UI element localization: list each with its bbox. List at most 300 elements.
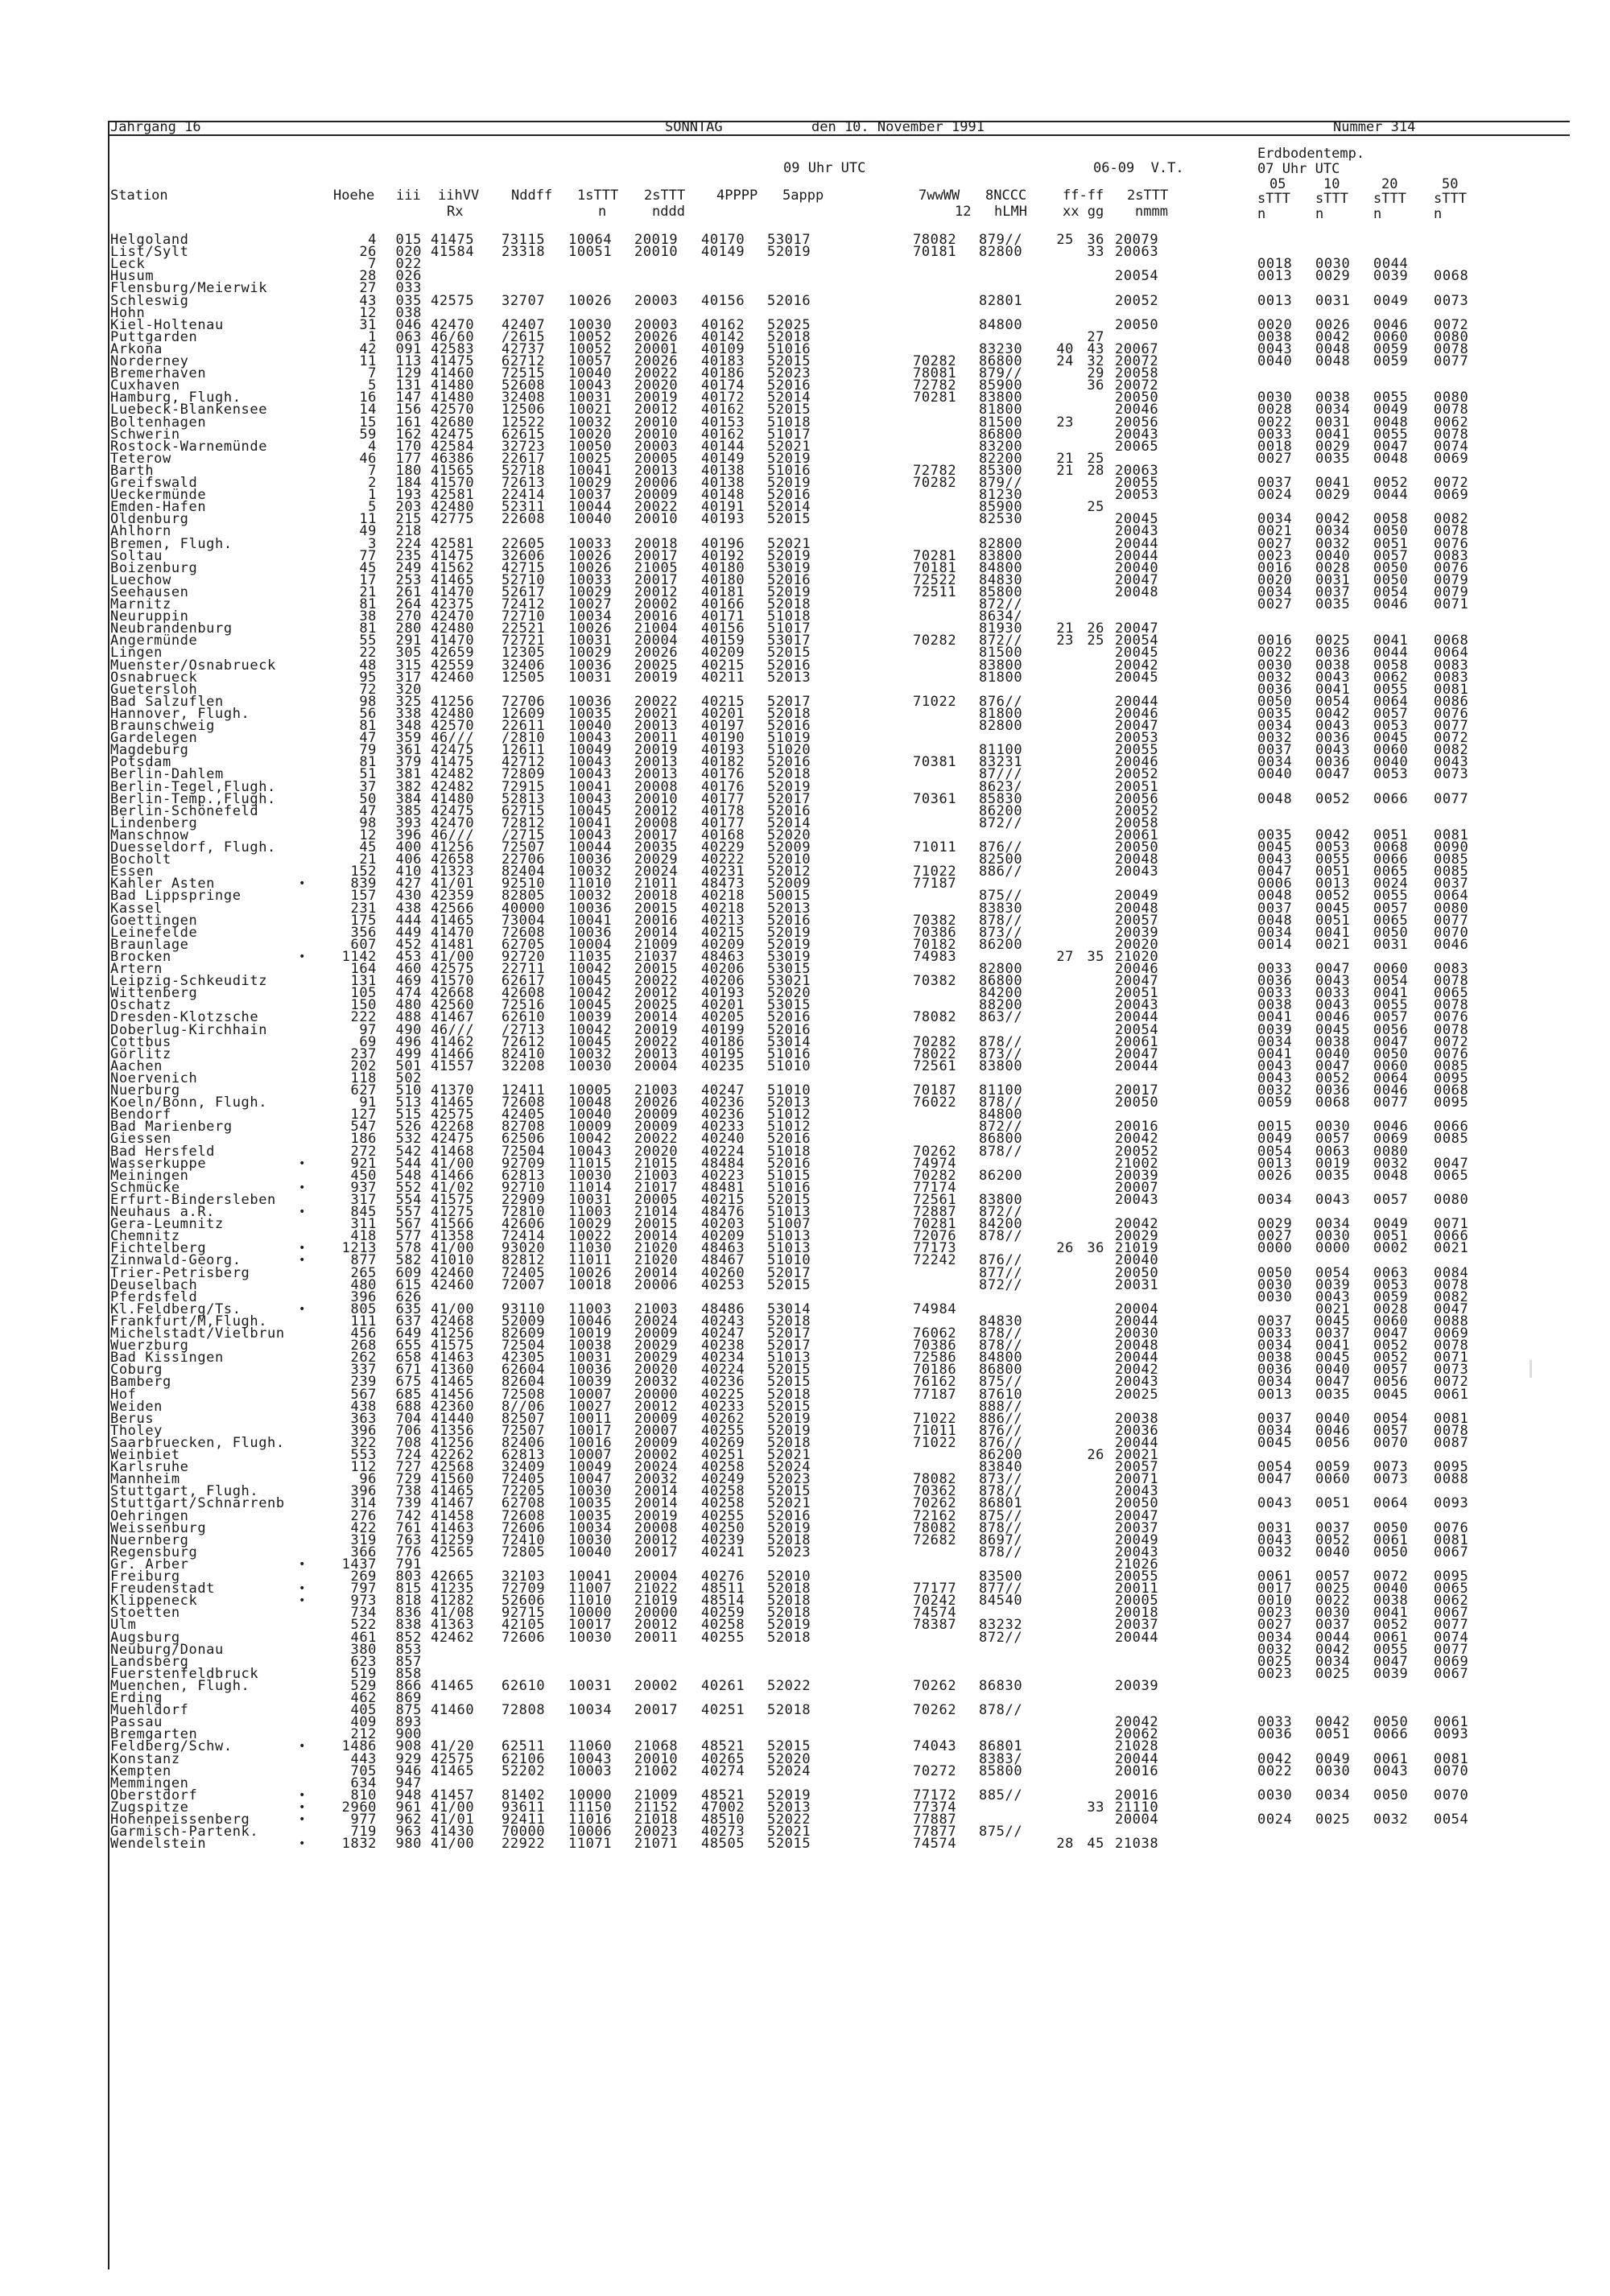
cell-soil-10: 0030 bbox=[1315, 256, 1351, 273]
cell-station-name: Konstanz bbox=[110, 1750, 180, 1767]
cell-station-name: Magdeburg bbox=[110, 742, 189, 759]
cell-2sttt: 20009 bbox=[634, 1107, 679, 1123]
cell-1sttt: 10036 bbox=[568, 657, 613, 674]
cell-iii: 946 bbox=[395, 1762, 422, 1779]
cell-1sttt: 10029 bbox=[568, 475, 613, 491]
cell-station-name: Aachen bbox=[110, 1057, 163, 1074]
cell-5appp: 52016 bbox=[767, 657, 811, 674]
cell-2sttt: 20008 bbox=[634, 778, 679, 795]
cell-5appp: 52019 bbox=[767, 583, 811, 600]
cell-8nccc: 83800 bbox=[979, 390, 1023, 406]
cell-iihvv: 41575 bbox=[431, 1338, 475, 1354]
cell-4pppp: 40180 bbox=[701, 559, 745, 576]
cell-vt-2sttt: 20043 bbox=[1115, 1191, 1159, 1208]
cell-5appp: 52020 bbox=[767, 826, 811, 843]
cell-vt-2sttt: 20065 bbox=[1115, 438, 1159, 455]
cell-soil-05: 0045 bbox=[1257, 1434, 1293, 1451]
cell-station-name: Norderney bbox=[110, 353, 189, 369]
cell-8nccc: 83800 bbox=[979, 1057, 1023, 1074]
cell-7wwww: 70362 bbox=[913, 1483, 957, 1500]
cell-2sttt: 20004 bbox=[634, 633, 679, 649]
cell-iii: 348 bbox=[395, 718, 422, 734]
cell-2sttt: 20026 bbox=[634, 1094, 679, 1111]
cell-station-name: Trier-Petrisberg bbox=[110, 1264, 250, 1281]
cell-2sttt: 20012 bbox=[634, 583, 679, 600]
cell-nddff: 23318 bbox=[502, 244, 546, 261]
cell-5appp: 52019 bbox=[767, 1410, 811, 1427]
cell-hoehe: 231 bbox=[350, 900, 377, 917]
cell-4pppp: 48481 bbox=[701, 1179, 745, 1196]
cell-hoehe: 396 bbox=[350, 1288, 377, 1305]
cell-ff-xx: 28 bbox=[1056, 1836, 1074, 1853]
cell-soil-20: 0055 bbox=[1373, 390, 1409, 406]
cell-iii: 567 bbox=[395, 1216, 422, 1233]
cell-nddff: 62705 bbox=[502, 936, 546, 953]
cell-5appp: 52018 bbox=[767, 1386, 811, 1403]
cell-station-name: Kl.Feldberg/Ts. bbox=[110, 1301, 242, 1317]
cell-iihvv: 41356 bbox=[431, 1422, 475, 1439]
cell-2sttt: 20032 bbox=[634, 1374, 679, 1391]
cell-7wwww: 72586 bbox=[913, 1350, 957, 1366]
cell-soil-50: 0082 bbox=[1434, 1288, 1469, 1305]
cell-hoehe: 97 bbox=[359, 1021, 377, 1038]
cell-nddff: 62511 bbox=[502, 1738, 546, 1755]
cell-1sttt: 11150 bbox=[568, 1799, 613, 1816]
cell-hoehe: 2960 bbox=[341, 1799, 377, 1816]
col-vt-2sttt: 2sTTT bbox=[1127, 188, 1169, 204]
cell-station-name: Boltenhagen bbox=[110, 414, 207, 431]
cell-soil-10: 0036 bbox=[1315, 1082, 1351, 1099]
cell-4pppp: 40224 bbox=[701, 1362, 745, 1379]
cell-soil-10: 0035 bbox=[1315, 1386, 1351, 1403]
cell-8nccc: 83840 bbox=[979, 1459, 1023, 1476]
cell-2sttt: 21005 bbox=[634, 559, 679, 576]
cell-nddff: 92715 bbox=[502, 1605, 546, 1622]
cell-hoehe: 105 bbox=[350, 985, 377, 1002]
cell-soil-50: 0071 bbox=[1434, 1216, 1469, 1233]
cell-soil-50: 0085 bbox=[1434, 864, 1469, 880]
cell-nddff: 72205 bbox=[502, 1483, 546, 1500]
cell-station-name: Hohenpeissenberg bbox=[110, 1812, 250, 1828]
cell-station-name: Görlitz bbox=[110, 1045, 171, 1062]
cell-7wwww: 70281 bbox=[913, 547, 957, 564]
cell-2sttt: 20012 bbox=[634, 1398, 679, 1415]
cell-ff-gg: 25 bbox=[1087, 450, 1104, 467]
soil-depth-20: 20 bbox=[1381, 176, 1398, 192]
cell-nddff: 92720 bbox=[502, 948, 546, 965]
cell-soil-05: 0033 bbox=[1257, 961, 1293, 977]
cell-7wwww: 70281 bbox=[913, 390, 957, 406]
cell-4pppp: 40209 bbox=[701, 1228, 745, 1245]
cell-nddff: 82410 bbox=[502, 1045, 546, 1062]
cell-soil-20: 0051 bbox=[1373, 535, 1409, 552]
cell-station-name: Kempten bbox=[110, 1762, 171, 1779]
cell-5appp: 52015 bbox=[767, 402, 811, 418]
cell-4pppp: 40253 bbox=[701, 1276, 745, 1293]
cell-nddff: 52311 bbox=[502, 499, 546, 516]
cell-soil-05: 0043 bbox=[1257, 1495, 1293, 1512]
cell-2sttt: 21019 bbox=[634, 1593, 679, 1610]
cell-2sttt: 21022 bbox=[634, 1581, 679, 1597]
cell-soil-10: 0051 bbox=[1315, 912, 1351, 929]
cell-soil-05: 0043 bbox=[1257, 1070, 1293, 1086]
cell-iihvv: 41466 bbox=[431, 1167, 475, 1184]
cell-iii: 270 bbox=[395, 608, 422, 625]
cell-2sttt: 20013 bbox=[634, 462, 679, 479]
cell-nddff: 82404 bbox=[502, 864, 546, 880]
cell-soil-20: 0065 bbox=[1373, 912, 1409, 929]
cell-station-name: Arkona bbox=[110, 340, 163, 357]
cell-8nccc: 81500 bbox=[979, 645, 1023, 662]
col-5appp: 5appp bbox=[782, 188, 824, 204]
cell-vt-2sttt: 20043 bbox=[1115, 997, 1159, 1014]
cell-5appp: 51016 bbox=[767, 462, 811, 479]
cell-soil-10: 0036 bbox=[1315, 730, 1351, 747]
cell-soil-20: 0032 bbox=[1373, 1155, 1409, 1172]
cell-4pppp: 40153 bbox=[701, 414, 745, 431]
cell-hoehe: 11 bbox=[359, 511, 377, 528]
cell-7wwww: 71022 bbox=[913, 864, 957, 880]
cell-8nccc: 84540 bbox=[979, 1593, 1023, 1610]
cell-soil-05: 0041 bbox=[1257, 1045, 1293, 1062]
cell-soil-05: 0013 bbox=[1257, 1155, 1293, 1172]
cell-2sttt: 20005 bbox=[634, 450, 679, 467]
cell-soil-05: 0024 bbox=[1257, 487, 1293, 504]
cell-hoehe: 337 bbox=[350, 1362, 377, 1379]
cell-station-name: Landsberg bbox=[110, 1653, 189, 1670]
cell-iihvv: 42375 bbox=[431, 596, 475, 612]
cell-1sttt: 10035 bbox=[568, 1495, 613, 1512]
cell-hoehe: 21 bbox=[359, 583, 377, 600]
cell-iihvv: 41/00 bbox=[431, 948, 475, 965]
cell-hoehe: 322 bbox=[350, 1434, 377, 1451]
cell-soil-10: 0035 bbox=[1315, 1167, 1351, 1184]
cell-nddff: 72606 bbox=[502, 1519, 546, 1536]
cell-soil-05: 0027 bbox=[1257, 535, 1293, 552]
cell-2sttt: 20012 bbox=[634, 402, 679, 418]
cell-2sttt: 21009 bbox=[634, 1787, 679, 1803]
cell-4pppp: 48486 bbox=[701, 1301, 745, 1317]
cell-iihvv: 41565 bbox=[431, 462, 475, 479]
cell-soil-05: 0030 bbox=[1257, 390, 1293, 406]
cell-soil-50: 0069 bbox=[1434, 1325, 1469, 1342]
cell-8nccc: 86801 bbox=[979, 1738, 1023, 1755]
cell-5appp: 52025 bbox=[767, 316, 811, 333]
cell-soil-20: 0048 bbox=[1373, 1167, 1409, 1184]
period-06-09: 06-09 V.T. bbox=[1093, 160, 1184, 176]
cell-5appp: 52024 bbox=[767, 1459, 811, 1476]
cell-nddff: 72608 bbox=[502, 1094, 546, 1111]
cell-1sttt: 10032 bbox=[568, 1045, 613, 1062]
cell-hoehe: 186 bbox=[350, 1131, 377, 1148]
cell-nddff: 22521 bbox=[502, 620, 546, 637]
cell-soil-10: 0042 bbox=[1315, 511, 1351, 528]
cell-soil-05: 0023 bbox=[1257, 547, 1293, 564]
cell-8nccc: 87/// bbox=[979, 766, 1023, 783]
cell-8nccc: 82800 bbox=[979, 961, 1023, 977]
cell-4pppp: 40109 bbox=[701, 340, 745, 357]
cell-soil-10: 0041 bbox=[1315, 475, 1351, 491]
cell-hoehe: 1213 bbox=[341, 1240, 377, 1257]
cell-nddff: 72007 bbox=[502, 1276, 546, 1293]
cell-station-name: Teterow bbox=[110, 450, 171, 467]
cell-2sttt: 20020 bbox=[634, 1362, 679, 1379]
cell-1sttt: 10044 bbox=[568, 499, 613, 516]
cell-soil-05: 0037 bbox=[1257, 1410, 1293, 1427]
cell-iihvv: 42482 bbox=[431, 766, 475, 783]
cell-iii: 161 bbox=[395, 414, 422, 431]
cell-iii: 776 bbox=[395, 1544, 422, 1560]
cell-iihvv: 41460 bbox=[431, 365, 475, 382]
cell-iii: 704 bbox=[395, 1410, 422, 1427]
cell-1sttt: 10064 bbox=[568, 232, 613, 248]
cell-soil-50: 0076 bbox=[1434, 1009, 1469, 1026]
cell-soil-50: 0066 bbox=[1434, 1228, 1469, 1245]
cell-hoehe: 937 bbox=[350, 1179, 377, 1196]
cell-soil-10: 0042 bbox=[1315, 826, 1351, 843]
cell-4pppp: 40176 bbox=[701, 766, 745, 783]
cell-8nccc: 86800 bbox=[979, 973, 1023, 990]
cell-2sttt: 20014 bbox=[634, 1495, 679, 1512]
cell-iihvv: 42262 bbox=[431, 1447, 475, 1463]
cell-soil-10: 0038 bbox=[1315, 390, 1351, 406]
cell-1sttt: 10019 bbox=[568, 1325, 613, 1342]
cell-soil-20: 0050 bbox=[1373, 523, 1409, 540]
cell-station-name: Neubrandenburg bbox=[110, 620, 233, 637]
cell-soil-05: 0034 bbox=[1257, 754, 1293, 771]
cell-4pppp: 40240 bbox=[701, 1131, 745, 1148]
cell-soil-50: 0072 bbox=[1434, 475, 1469, 491]
cell-ff-gg: 36 bbox=[1087, 1240, 1104, 1257]
cell-hoehe: 7 bbox=[368, 256, 377, 273]
cell-iihvv: 42470 bbox=[431, 608, 475, 625]
cell-ff-xx: 25 bbox=[1056, 232, 1074, 248]
cell-soil-20: 0056 bbox=[1373, 1021, 1409, 1038]
cell-hoehe: 26 bbox=[359, 244, 377, 261]
cell-soil-20: 0054 bbox=[1373, 583, 1409, 600]
cell-soil-50: 0078 bbox=[1434, 426, 1469, 443]
cell-station-name: Gr. Arber bbox=[110, 1556, 189, 1573]
cell-soil-50: 0078 bbox=[1434, 523, 1469, 540]
cell-soil-10: 0040 bbox=[1315, 1362, 1351, 1379]
cell-iii: 724 bbox=[395, 1447, 422, 1463]
cell-2sttt: 20025 bbox=[634, 657, 679, 674]
cell-soil-10: 0041 bbox=[1315, 426, 1351, 443]
cell-iihvv: 41370 bbox=[431, 1082, 475, 1099]
day-label: SONNTAG bbox=[665, 119, 723, 135]
cell-hoehe: 150 bbox=[350, 997, 377, 1014]
cell-station-name: Coburg bbox=[110, 1362, 163, 1379]
cell-soil-10: 0052 bbox=[1315, 1070, 1351, 1086]
cell-iihvv: 42559 bbox=[431, 657, 475, 674]
cell-station-name: Meiningen bbox=[110, 1167, 189, 1184]
table-row bbox=[0, 1629, 1610, 1646]
cell-soil-20: 0061 bbox=[1373, 1629, 1409, 1646]
cell-station-name: Muenchen, Flugh. bbox=[110, 1677, 250, 1694]
cell-nddff: 93110 bbox=[502, 1301, 546, 1317]
cell-iihvv: 41/20 bbox=[431, 1738, 475, 1755]
cell-soil-50: 0067 bbox=[1434, 1605, 1469, 1622]
cell-8nccc: 878// bbox=[979, 1544, 1023, 1560]
cell-hoehe: 973 bbox=[350, 1593, 377, 1610]
cell-station-name: Tholey bbox=[110, 1422, 163, 1439]
cell-5appp: 52014 bbox=[767, 499, 811, 516]
cell-station-name: Bendorf bbox=[110, 1107, 171, 1123]
cell-hoehe: 38 bbox=[359, 608, 377, 625]
cell-7wwww: 71022 bbox=[913, 693, 957, 710]
cell-iihvv: 41256 bbox=[431, 839, 475, 855]
cell-8nccc: 872// bbox=[979, 1119, 1023, 1136]
cell-station-name: Leipzig-Schkeuditz bbox=[110, 973, 268, 990]
cell-8nccc: 872// bbox=[979, 814, 1023, 831]
cell-hoehe: 239 bbox=[350, 1374, 377, 1391]
cell-mountain-mark: • bbox=[299, 1594, 306, 1608]
cell-ff-gg: 25 bbox=[1087, 499, 1104, 516]
cell-5appp: 52016 bbox=[767, 1021, 811, 1038]
table-row bbox=[0, 1641, 1610, 1658]
cell-7wwww: 70282 bbox=[913, 1033, 957, 1050]
cell-soil-10: 0022 bbox=[1315, 1593, 1351, 1610]
cell-station-name: Braunschweig bbox=[110, 718, 216, 734]
cell-5appp: 52023 bbox=[767, 1471, 811, 1488]
cell-4pppp: 40144 bbox=[701, 438, 745, 455]
cell-soil-10: 0042 bbox=[1315, 1641, 1351, 1658]
cell-soil-10: 0051 bbox=[1315, 864, 1351, 880]
cell-iihvv: 41/02 bbox=[431, 1179, 475, 1196]
cell-hoehe: 529 bbox=[350, 1677, 377, 1694]
cell-soil-20: 0043 bbox=[1373, 1762, 1409, 1779]
cell-7wwww: 74974 bbox=[913, 1155, 957, 1172]
cell-vt-2sttt: 20053 bbox=[1115, 730, 1159, 747]
cell-nddff: 93020 bbox=[502, 1240, 546, 1257]
cell-1sttt: 10033 bbox=[568, 571, 613, 588]
cell-station-name: Flensburg/Meierwik bbox=[110, 280, 268, 297]
cell-5appp: 52016 bbox=[767, 1155, 811, 1172]
cell-8nccc: 81100 bbox=[979, 742, 1023, 759]
cell-4pppp: 40177 bbox=[701, 814, 745, 831]
cell-iii: 430 bbox=[395, 888, 422, 905]
cell-nddff: 62106 bbox=[502, 1750, 546, 1767]
cell-nddff: 22608 bbox=[502, 511, 546, 528]
cell-iihvv: 41465 bbox=[431, 1483, 475, 1500]
cell-nddff: 12411 bbox=[502, 1082, 546, 1099]
cell-soil-20: 0050 bbox=[1373, 1045, 1409, 1062]
cell-hoehe: 4 bbox=[368, 438, 377, 455]
cell-soil-20: 0046 bbox=[1373, 316, 1409, 333]
cell-1sttt: 10003 bbox=[568, 1762, 613, 1779]
cell-station-name: Memmingen bbox=[110, 1775, 189, 1791]
cell-8nccc: 84830 bbox=[979, 1313, 1023, 1329]
cell-nddff: 72805 bbox=[502, 1544, 546, 1560]
cell-station-name: Luechow bbox=[110, 571, 171, 588]
cell-iihvv: 42665 bbox=[431, 1568, 475, 1585]
cell-nddff: 72405 bbox=[502, 1471, 546, 1488]
cell-vt-2sttt: 20043 bbox=[1115, 1544, 1159, 1560]
cell-8nccc: 81800 bbox=[979, 669, 1023, 686]
cell-1sttt: 10031 bbox=[568, 633, 613, 649]
cell-soil-05: 0034 bbox=[1257, 1422, 1293, 1439]
cell-soil-10: 0047 bbox=[1315, 766, 1351, 783]
cell-station-name: Hohn bbox=[110, 304, 146, 321]
cell-nddff: 72508 bbox=[502, 1386, 546, 1403]
cell-1sttt: 10026 bbox=[568, 1264, 613, 1281]
cell-iihvv: 41430 bbox=[431, 1824, 475, 1841]
cell-7wwww: 77187 bbox=[913, 1386, 957, 1403]
cell-soil-05: 0048 bbox=[1257, 912, 1293, 929]
cell-station-name: Erfurt-Bindersleben bbox=[110, 1191, 276, 1208]
cell-soil-10: 0042 bbox=[1315, 705, 1351, 722]
cell-ff-xx: 21 bbox=[1056, 462, 1074, 479]
cell-8nccc: 8383/ bbox=[979, 1750, 1023, 1767]
cell-station-name: Brocken bbox=[110, 948, 171, 965]
cell-station-name: Rostock-Warnemünde bbox=[110, 438, 268, 455]
cell-2sttt: 20008 bbox=[634, 814, 679, 831]
cell-iii: 706 bbox=[395, 1422, 422, 1439]
cell-7wwww: 78082 bbox=[913, 1009, 957, 1026]
cell-7wwww: 72076 bbox=[913, 1228, 957, 1245]
cell-soil-05: 0034 bbox=[1257, 1338, 1293, 1354]
cell-4pppp: 40162 bbox=[701, 426, 745, 443]
cell-station-name: Kahler Asten bbox=[110, 876, 216, 892]
cell-hoehe: 49 bbox=[359, 523, 377, 540]
cell-iihvv: 41557 bbox=[431, 1057, 475, 1074]
cell-4pppp: 47002 bbox=[701, 1799, 745, 1816]
cell-soil-50: 0062 bbox=[1434, 1593, 1469, 1610]
cell-iii: 544 bbox=[395, 1155, 422, 1172]
cell-nddff: 82805 bbox=[502, 888, 546, 905]
cell-8nccc: 86801 bbox=[979, 1495, 1023, 1512]
cell-soil-20: 0053 bbox=[1373, 718, 1409, 734]
cell-1sttt: 10057 bbox=[568, 353, 613, 369]
cell-2sttt: 20017 bbox=[634, 826, 679, 843]
cell-5appp: 52015 bbox=[767, 511, 811, 528]
cell-vt-2sttt: 20057 bbox=[1115, 1459, 1159, 1476]
cell-iihvv: 42468 bbox=[431, 1313, 475, 1329]
cell-vt-2sttt: 20048 bbox=[1115, 851, 1159, 868]
cell-soil-10: 0034 bbox=[1315, 1216, 1351, 1233]
cell-iii: 218 bbox=[395, 523, 422, 540]
cell-hoehe: 839 bbox=[350, 876, 377, 892]
cell-7wwww: 72561 bbox=[913, 1191, 957, 1208]
cell-vt-2sttt: 20043 bbox=[1115, 523, 1159, 540]
cell-2sttt: 21003 bbox=[634, 1082, 679, 1099]
cell-hoehe: 47 bbox=[359, 730, 377, 747]
cell-soil-20: 0070 bbox=[1373, 1434, 1409, 1451]
sub-nddd: nddd bbox=[652, 204, 685, 220]
cell-hoehe: 21 bbox=[359, 851, 377, 868]
cell-1sttt: 10029 bbox=[568, 645, 613, 662]
cell-8nccc: 85300 bbox=[979, 462, 1023, 479]
cell-station-name: Muenster/Osnabrueck bbox=[110, 657, 276, 674]
cell-8nccc: 82530 bbox=[979, 511, 1023, 528]
cell-soil-05: 0035 bbox=[1257, 705, 1293, 722]
cell-1sttt: 10040 bbox=[568, 1544, 613, 1560]
cell-nddff: 42405 bbox=[502, 1107, 546, 1123]
cell-hoehe: 45 bbox=[359, 559, 377, 576]
cell-4pppp: 40247 bbox=[701, 1082, 745, 1099]
cell-vt-2sttt: 20037 bbox=[1115, 1617, 1159, 1634]
cell-vt-2sttt: 20051 bbox=[1115, 778, 1159, 795]
cell-station-name: Frankfurt/M,Flugh. bbox=[110, 1313, 268, 1329]
cell-soil-50: 0095 bbox=[1434, 1094, 1469, 1111]
cell-8nccc: 86830 bbox=[979, 1677, 1023, 1694]
cell-4pppp: 40215 bbox=[701, 693, 745, 710]
cell-soil-50: 0078 bbox=[1434, 340, 1469, 357]
cell-nddff: 32606 bbox=[502, 547, 546, 564]
cell-mountain-mark: • bbox=[299, 1156, 306, 1170]
cell-vt-2sttt: 20044 bbox=[1115, 1629, 1159, 1646]
cell-soil-10: 0052 bbox=[1315, 888, 1351, 905]
